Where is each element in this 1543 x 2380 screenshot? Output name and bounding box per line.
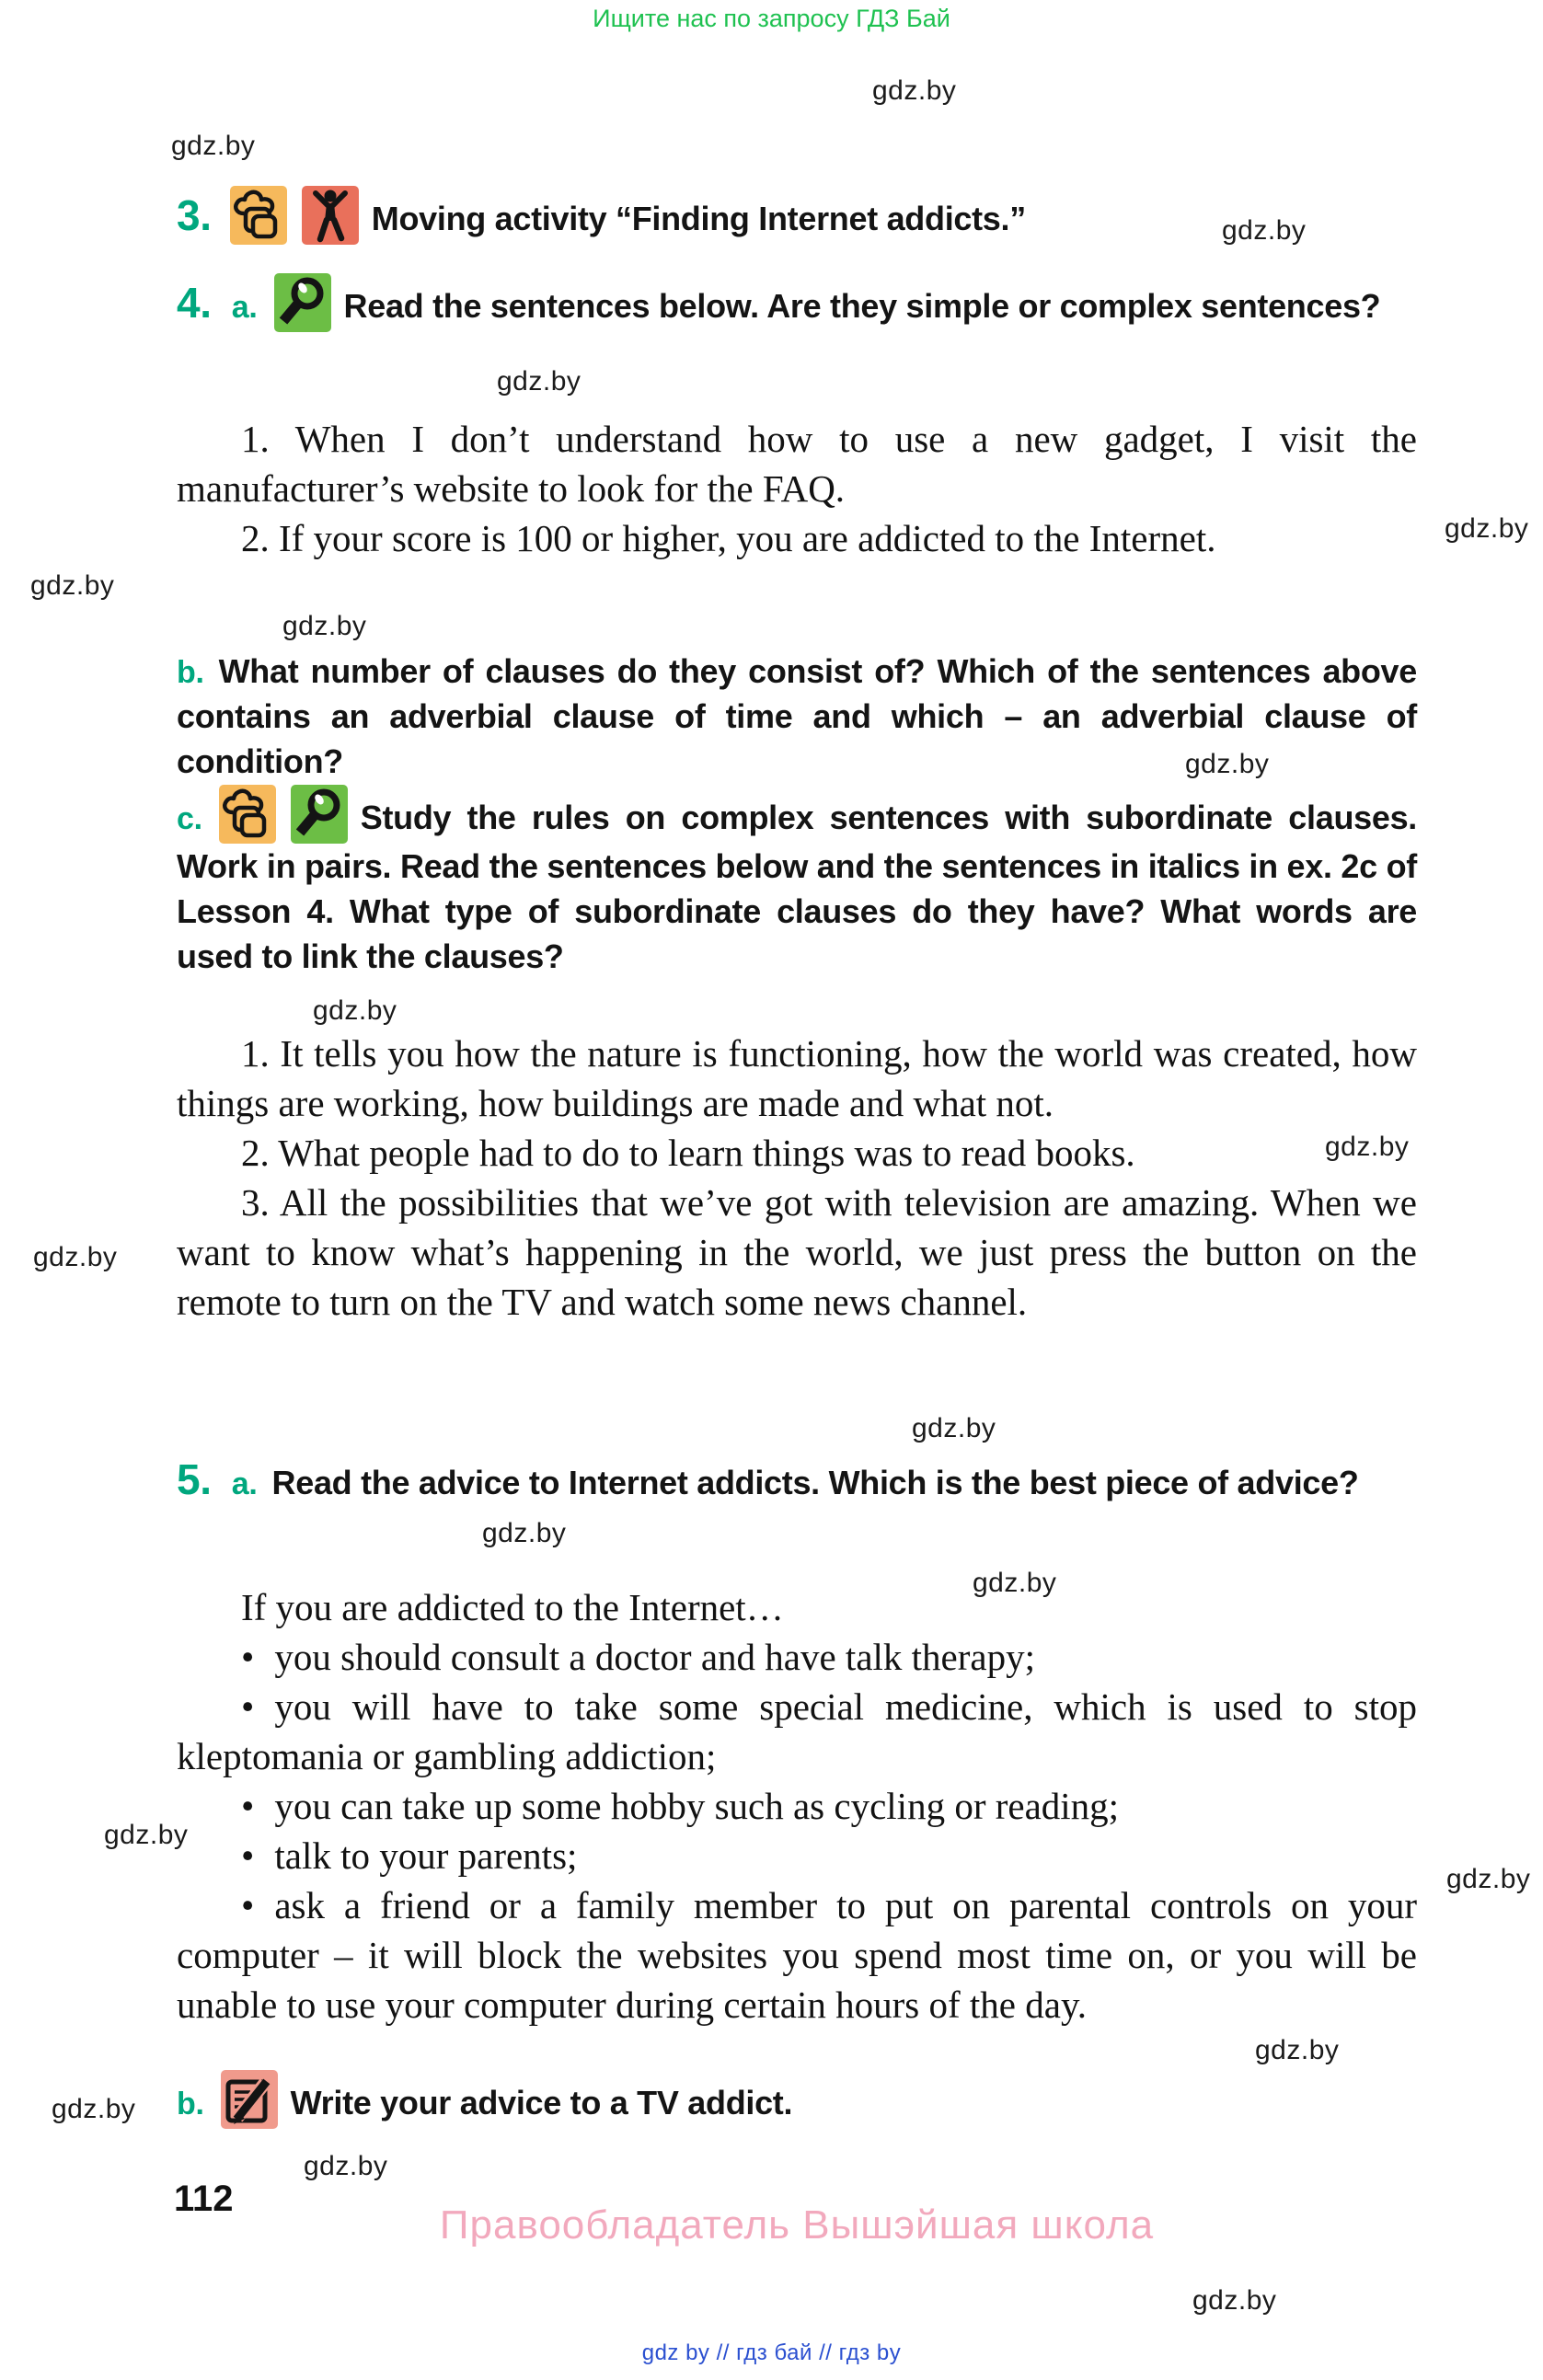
exercise-5b [177, 2070, 1417, 2129]
watermark: gdz.by [304, 2151, 388, 2181]
watermark: gdz.by [1192, 2285, 1277, 2316]
bullet-marker: • [241, 1834, 255, 1877]
watermark: gdz.by [171, 131, 256, 161]
bullet-marker: • [241, 1884, 255, 1926]
page-number: 112 [174, 2179, 234, 2219]
exercise-4c [177, 785, 1417, 979]
exercise-5-number: 5. [177, 1455, 212, 1503]
exercise-5a [177, 1455, 1417, 1505]
bullet-marker: • [241, 1685, 255, 1728]
bullet-item [177, 1632, 1417, 1682]
sentence-item: 2. If your score is 100 or higher, you are addicted to the Internet. [241, 517, 1216, 559]
sentence-item: 2. What people had to do to learn things was to read books. [241, 1132, 1135, 1174]
bullet-marker: • [241, 1785, 255, 1827]
sentence-item: 1. When I don’t understand how to use a new gadget, I visit the manufacturer’s website to look for the FAQ. [177, 418, 1417, 510]
search-icon [291, 785, 348, 844]
exercise-4a-title: Read the sentences below. Are they simple or complex sentences? [343, 287, 1381, 325]
watermark: gdz.by [1445, 513, 1529, 544]
watermark: gdz.by [1446, 1864, 1531, 1894]
watermark: gdz.by [872, 75, 957, 106]
exercise-5b-letter: b. [177, 2087, 204, 2121]
footer-links[interactable]: gdz by // гдз бай // гдз by [641, 2340, 902, 2365]
group-work-icon [230, 186, 287, 245]
watermark: gdz.by [282, 611, 367, 641]
exercise-4a-letter: a. [231, 290, 258, 325]
group-work-icon [219, 785, 276, 844]
bullet-item [177, 1682, 1417, 1781]
search-icon [274, 273, 331, 332]
exercise-4a [177, 273, 1417, 332]
watermark: gdz.by [33, 1242, 118, 1272]
write-icon [221, 2070, 278, 2129]
bullet-text: ask a friend or a family member to put on parental controls on your computer – it will block the websites you spend most time on, or you will be unable to use your computer during certain hours of the day. [177, 1884, 1417, 2026]
exercise-3 [177, 186, 1417, 245]
watermark: gdz.by [973, 1568, 1057, 1598]
bullet-text: talk to your parents; [274, 1834, 578, 1877]
exercise-4a-sentences [177, 414, 1417, 563]
bullet-text: you can take up some hobby such as cycling or reading; [274, 1785, 1120, 1827]
exercise-5b-title: Write your advice to a TV addict. [290, 2084, 793, 2121]
exercise-5a-title: Read the advice to Internet addicts. Which is the best piece of advice? [271, 1464, 1359, 1501]
exercise-4b [177, 649, 1417, 784]
exercise-4c-letter: c. [177, 801, 202, 836]
exercise-3-title: Moving activity “Finding Internet addicts.” [371, 200, 1026, 237]
watermark: gdz.by [104, 1820, 189, 1850]
exercise-4-number: 4. [177, 279, 212, 327]
bullet-text: you should consult a doctor and have talk therapy; [274, 1636, 1035, 1678]
watermark: gdz.by [912, 1413, 996, 1443]
sentence-item: 1. It tells you how the nature is functioning, how the world was created, how things are working, how buildings are made and what not. [177, 1032, 1417, 1124]
exercise-5a-advice [177, 1582, 1417, 2029]
sentence-item: 3. All the possibilities that we’ve got with television are amazing. When we want to know what’s happening in the world, we just press the button on the remote to turn on the TV and watch some news channel. [177, 1181, 1417, 1323]
bullet-item [177, 1831, 1417, 1880]
watermark: gdz.by [1255, 2035, 1340, 2065]
exercise-4c-sentences [177, 1029, 1417, 1327]
watermark: gdz.by [1325, 1132, 1410, 1162]
moving-activity-icon [302, 186, 359, 245]
advice-intro: If you are addicted to the Internet… [241, 1586, 784, 1628]
watermark: gdz.by [482, 1518, 567, 1548]
bullet-marker: • [241, 1636, 255, 1678]
bullet-item [177, 1880, 1417, 2029]
watermark: gdz.by [1185, 749, 1270, 779]
bullet-item [177, 1781, 1417, 1831]
copyright-notice: Правообладатель Вышэйшая школа [439, 2202, 1155, 2248]
watermark: gdz.by [30, 570, 115, 601]
watermark: gdz.by [1222, 215, 1307, 246]
bullet-text: you will have to take some special medicine, which is used to stop kleptomania or gambling addiction; [177, 1685, 1417, 1777]
exercise-4b-title: What number of clauses do they consist of? Which of the sentences above contains an adverbial clause of time and which – an adverbial clause of condition? [177, 652, 1417, 780]
header-notice: Ищите нас по запросу ГДЗ Бай [593, 5, 950, 32]
exercise-4c-title: Study the rules on complex sentences with subordinate clauses. Work in pairs. Read the sentences below and the sentences in italics in ex. 2c of Lesson 4. What type of subordinate clauses do they have? What words are used to link the clauses? [177, 799, 1417, 975]
watermark: gdz.by [52, 2094, 136, 2124]
exercise-3-number: 3. [177, 191, 212, 239]
exercise-5a-letter: a. [231, 1466, 258, 1501]
watermark: gdz.by [313, 995, 397, 1026]
watermark: gdz.by [497, 366, 582, 397]
exercise-4b-letter: b. [177, 655, 204, 690]
